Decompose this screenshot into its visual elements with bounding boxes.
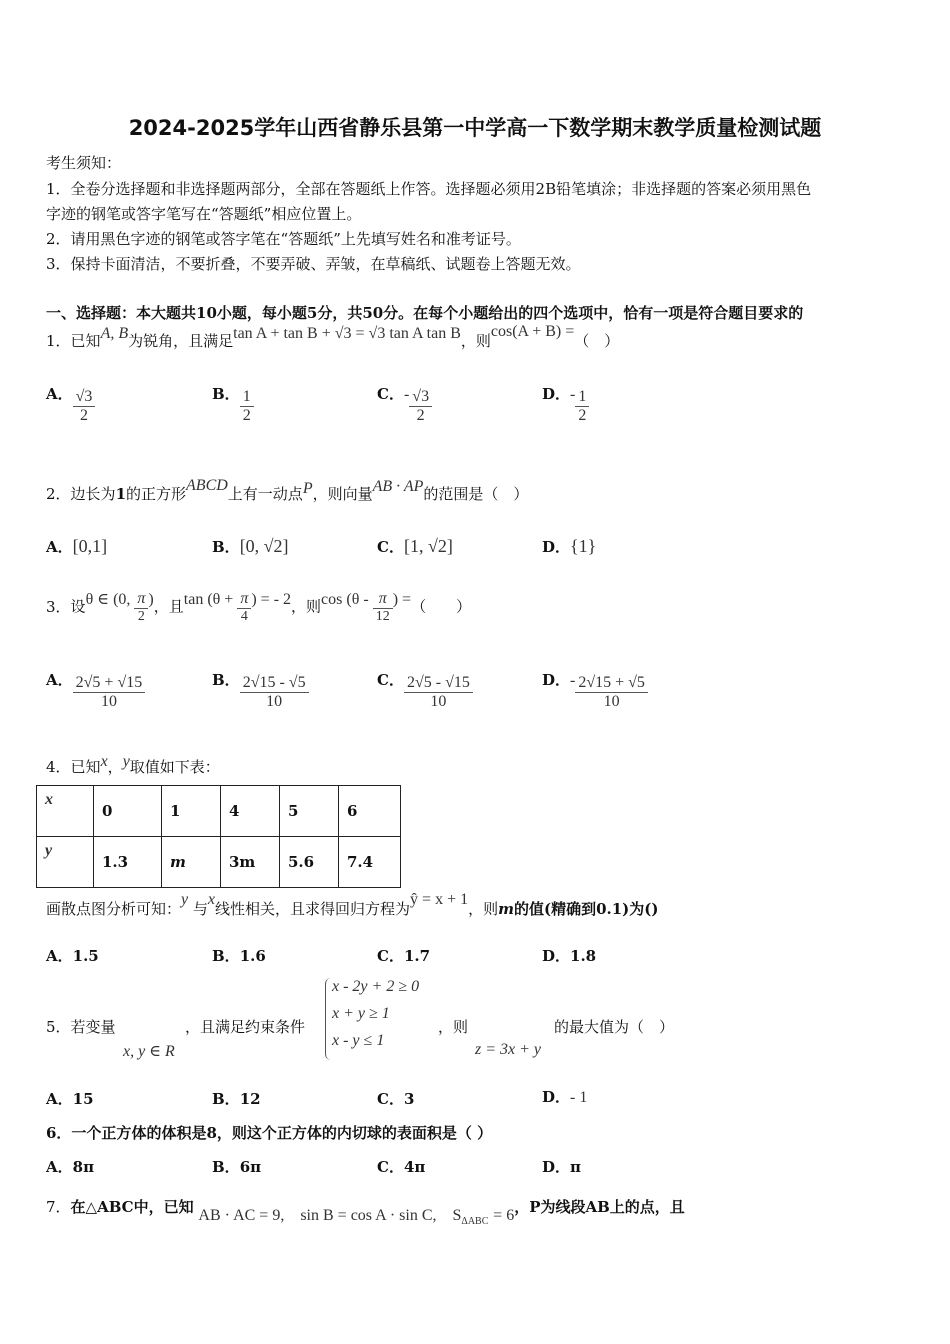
minus-sign: - bbox=[570, 672, 576, 689]
q4-text: ，则 bbox=[468, 900, 499, 918]
option-value: [0,1] bbox=[72, 536, 108, 556]
q2-option-d bbox=[542, 536, 596, 557]
q4-math: y bbox=[122, 753, 130, 770]
option-label: D． bbox=[542, 385, 571, 403]
option-label: B． bbox=[212, 1090, 240, 1108]
option-value: [1, √2] bbox=[403, 536, 453, 556]
option-label: C． bbox=[377, 947, 404, 965]
q1-text: 为锐角，且满足 bbox=[128, 332, 234, 350]
option-value: 8π bbox=[72, 1158, 95, 1176]
fraction-denominator: 2 bbox=[416, 407, 425, 424]
option-label: C． bbox=[377, 671, 404, 689]
q1-math: A, B bbox=[100, 325, 129, 342]
option-label: A． bbox=[46, 385, 73, 403]
constraint-2: x + y ≥ 1 bbox=[332, 1005, 390, 1022]
q4-option-a bbox=[46, 945, 99, 966]
q5-text: ，则 bbox=[438, 1018, 469, 1036]
q3-math: ) = bbox=[392, 590, 412, 608]
q5-math: z = 3x + y bbox=[475, 1041, 542, 1058]
q2-text: 的正方形 bbox=[126, 485, 187, 503]
q3-option-d bbox=[542, 671, 648, 711]
option-label: D． bbox=[542, 947, 571, 965]
option-value: [0, √2] bbox=[239, 536, 289, 556]
q1-option-a bbox=[46, 385, 95, 425]
question-2 bbox=[46, 477, 529, 504]
q5-option-d bbox=[542, 1086, 587, 1107]
fraction-numerator: 2√15 - √5 bbox=[240, 674, 309, 693]
option-label: C． bbox=[377, 1158, 404, 1176]
q2-option-b bbox=[212, 536, 289, 557]
fraction-numerator: √3 bbox=[409, 388, 432, 407]
q3-math: ) = - 2 bbox=[251, 590, 292, 608]
page-title: 2024-2025学年山西省静乐县第一中学高一下数学期末教学质量检测试题 bbox=[128, 116, 822, 140]
q3-math: θ ∈ (0, bbox=[85, 590, 135, 608]
q7-subscript: ΔABC bbox=[461, 1216, 489, 1227]
q6-option-b bbox=[212, 1156, 261, 1177]
q6-option-c bbox=[377, 1156, 425, 1177]
notice-item-1a: 1．全卷分选择题和非选择题两部分，全部在答题纸上作答。选择题必须用2B铅笔填涂；非选择题的答案必须用黑色 bbox=[46, 180, 812, 198]
q2-option-c bbox=[377, 536, 453, 557]
option-label: A． bbox=[46, 1090, 73, 1108]
q4-text: 已知 bbox=[70, 758, 101, 776]
option-label: D． bbox=[542, 538, 571, 556]
option-label: C． bbox=[377, 385, 404, 403]
fraction-numerator: 1 bbox=[575, 388, 589, 407]
option-value: {1} bbox=[570, 536, 597, 556]
q7-text: 在△ABC中，已知 bbox=[70, 1198, 194, 1216]
option-label: A． bbox=[46, 538, 73, 556]
q7-text: ，P为线段AB上的点，且 bbox=[514, 1198, 685, 1216]
fraction-denominator: 12 bbox=[375, 609, 390, 624]
table-cell: x bbox=[45, 791, 53, 808]
fraction-numerator: 1 bbox=[240, 388, 254, 407]
q5-intro bbox=[46, 1016, 116, 1037]
q1-option-b bbox=[212, 385, 254, 425]
table-cell: 3m bbox=[221, 837, 280, 888]
table-cell: m bbox=[162, 837, 221, 888]
q4-option-b bbox=[212, 945, 266, 966]
q4-followup bbox=[46, 891, 659, 919]
table-cell: 4 bbox=[221, 786, 280, 837]
option-label: D． bbox=[542, 1088, 571, 1106]
q2-text: 的范围是（ ） bbox=[423, 485, 529, 503]
q5-num: 5． bbox=[46, 1018, 71, 1036]
option-label: B． bbox=[212, 385, 240, 403]
fraction-numerator: π bbox=[373, 590, 393, 609]
fraction-numerator: 2√5 + √15 bbox=[73, 674, 146, 693]
q5-option-a bbox=[46, 1088, 94, 1109]
option-label: B． bbox=[212, 1158, 240, 1176]
q4-text: 取值如下表： bbox=[129, 758, 220, 776]
fraction-denominator: 2 bbox=[242, 407, 251, 424]
q5-option-b bbox=[212, 1088, 261, 1109]
option-label: D． bbox=[542, 671, 571, 689]
constraint-1: x - 2y + 2 ≥ 0 bbox=[332, 978, 420, 995]
option-label: A． bbox=[46, 671, 73, 689]
q3-text: ，则 bbox=[291, 597, 322, 616]
option-label: A． bbox=[46, 947, 73, 965]
question-6: 6．一个正方体的体积是8，则这个正方体的内切球的表面积是（ ） bbox=[46, 1124, 493, 1142]
data-table bbox=[36, 785, 401, 888]
q2-text: ，则向量 bbox=[312, 485, 373, 503]
q4-math: ŷ = x + 1 bbox=[410, 891, 469, 908]
option-label: B． bbox=[212, 538, 240, 556]
q1-option-c bbox=[377, 385, 432, 425]
q3-num: 3． bbox=[46, 597, 71, 616]
table-cell: 1 bbox=[162, 786, 221, 837]
table-row bbox=[37, 786, 401, 837]
fraction-denominator: 2 bbox=[137, 609, 145, 624]
notice-item-1b: 字迹的钢笔或答字笔写在“答题纸”相应位置上。 bbox=[46, 205, 362, 223]
q7-math: = 6 bbox=[493, 1207, 515, 1224]
q4-text: 的值(精确到0.1)为() bbox=[513, 900, 659, 918]
table-cell: 6 bbox=[339, 786, 401, 837]
option-value: 6π bbox=[239, 1158, 262, 1176]
notice-heading: 考生须知： bbox=[46, 154, 122, 172]
option-label: A． bbox=[46, 1158, 73, 1176]
option-value: π bbox=[570, 1158, 581, 1176]
table-cell: 1.3 bbox=[94, 837, 162, 888]
question-4 bbox=[46, 753, 220, 777]
option-label: C． bbox=[377, 1090, 404, 1108]
q2-math: P bbox=[302, 480, 313, 497]
fraction-denominator: 10 bbox=[430, 693, 447, 710]
q2-text: 上有一动点 bbox=[227, 485, 303, 503]
q4-text: m bbox=[498, 900, 514, 918]
q2-num: 2． bbox=[46, 485, 71, 503]
notice-item-3: 3．保持卡面清洁，不要折叠，不要弄破、弄皱，在草稿纸、试题卷上答题无效。 bbox=[46, 255, 581, 273]
q3-text: ，且 bbox=[153, 597, 184, 616]
q4-text: 线性相关，且求得回归方程为 bbox=[215, 900, 411, 918]
option-value: 1.6 bbox=[239, 947, 266, 965]
q4-num: 4． bbox=[46, 758, 71, 776]
table-row bbox=[37, 837, 401, 888]
notice-item-2: 2．请用黑色字迹的钢笔或答字笔在“答题纸”上先填写姓名和准考证号。 bbox=[46, 230, 521, 248]
option-label: C． bbox=[377, 538, 404, 556]
q2-math: ABCD bbox=[186, 477, 228, 494]
q1-text: （ ） bbox=[574, 332, 620, 350]
fraction-numerator: 2√5 - √15 bbox=[404, 674, 473, 693]
option-value: - 1 bbox=[570, 1089, 588, 1106]
q4-math: y bbox=[181, 891, 189, 908]
q2-math: AB · AP bbox=[372, 478, 424, 495]
q6-option-d bbox=[542, 1156, 581, 1177]
fraction-denominator: 2 bbox=[578, 407, 587, 424]
q1-num: 1． bbox=[46, 332, 71, 350]
option-value: 12 bbox=[239, 1090, 261, 1108]
question-3 bbox=[46, 590, 471, 625]
q1-text: 已知 bbox=[70, 332, 101, 350]
q3-math: cos (θ - bbox=[321, 590, 373, 608]
constraint-system bbox=[325, 978, 419, 1060]
table-cell: 5.6 bbox=[280, 837, 339, 888]
option-value: 1.5 bbox=[72, 947, 99, 965]
fraction-denominator: 4 bbox=[240, 609, 248, 624]
option-value: 3 bbox=[403, 1090, 415, 1108]
fraction-denominator: 10 bbox=[100, 693, 117, 710]
option-label: B． bbox=[212, 671, 240, 689]
q4-text: ， bbox=[107, 758, 123, 776]
q4-math: x bbox=[207, 891, 216, 908]
option-label: B． bbox=[212, 947, 240, 965]
q4-option-d bbox=[542, 945, 596, 966]
q7-math: AB · AC = 9, sin B = cos A · sin C, S bbox=[198, 1207, 462, 1224]
q3-option-c bbox=[377, 671, 473, 711]
q1-text: ，则 bbox=[460, 332, 491, 350]
q4-option-c bbox=[377, 945, 430, 966]
fraction-denominator: 10 bbox=[603, 693, 620, 710]
q3-option-a bbox=[46, 671, 145, 711]
q3-text: （ ） bbox=[411, 597, 472, 616]
option-label: D． bbox=[542, 1158, 571, 1176]
minus-sign: - bbox=[403, 386, 410, 403]
q1-option-d bbox=[542, 385, 589, 425]
option-value: 15 bbox=[72, 1090, 94, 1108]
fraction-denominator: 10 bbox=[266, 693, 283, 710]
q5-text: ，且满足约束条件 bbox=[185, 1018, 306, 1036]
q2-text: 1 bbox=[115, 485, 126, 503]
q4-text: 画散点图分析可知： bbox=[46, 900, 182, 918]
q4-text: 与 bbox=[192, 900, 208, 918]
minus-sign: - bbox=[570, 386, 576, 403]
q3-option-b bbox=[212, 671, 309, 711]
table-cell: 5 bbox=[280, 786, 339, 837]
q5-option-c bbox=[377, 1088, 414, 1109]
q6-option-a bbox=[46, 1156, 94, 1177]
q1-math: cos(A + B) = bbox=[490, 323, 575, 340]
option-value: 1.8 bbox=[570, 947, 597, 965]
q3-text: 设 bbox=[70, 597, 86, 616]
fraction-numerator: √3 bbox=[73, 388, 96, 407]
option-value: 4π bbox=[403, 1158, 426, 1176]
q3-math: ) bbox=[148, 590, 154, 608]
q2-option-a bbox=[46, 536, 107, 557]
fraction-denominator: 2 bbox=[80, 407, 89, 424]
fraction-numerator: π bbox=[134, 590, 148, 609]
q4-math: x bbox=[100, 753, 108, 770]
q2-text: 边长为 bbox=[70, 485, 116, 503]
table-cell: y bbox=[45, 842, 53, 859]
constraint-3: x - y ≤ 1 bbox=[332, 1032, 385, 1049]
section-heading: 一、选择题：本大题共10小题，每小题5分，共50分。在每个小题给出的四个选项中，恰有一项是符合题目要求的 bbox=[46, 304, 804, 322]
option-value: 1.7 bbox=[403, 947, 431, 965]
table-cell: 7.4 bbox=[339, 837, 401, 888]
fraction-numerator: π bbox=[237, 590, 251, 609]
q7-num: 7． bbox=[46, 1198, 71, 1216]
table-cell: 0 bbox=[94, 786, 162, 837]
q3-math: tan (θ + bbox=[183, 590, 238, 608]
q5-text: 的最大值为（ ） bbox=[554, 1018, 675, 1036]
q1-math: tan A + tan B + √3 = √3 tan A tan B bbox=[233, 325, 461, 342]
q5-text: 若变量 bbox=[70, 1018, 116, 1036]
question-1 bbox=[46, 323, 620, 351]
q5-math: x, y ∈ R bbox=[123, 1043, 175, 1060]
fraction-numerator: 2√15 + √5 bbox=[575, 674, 648, 693]
